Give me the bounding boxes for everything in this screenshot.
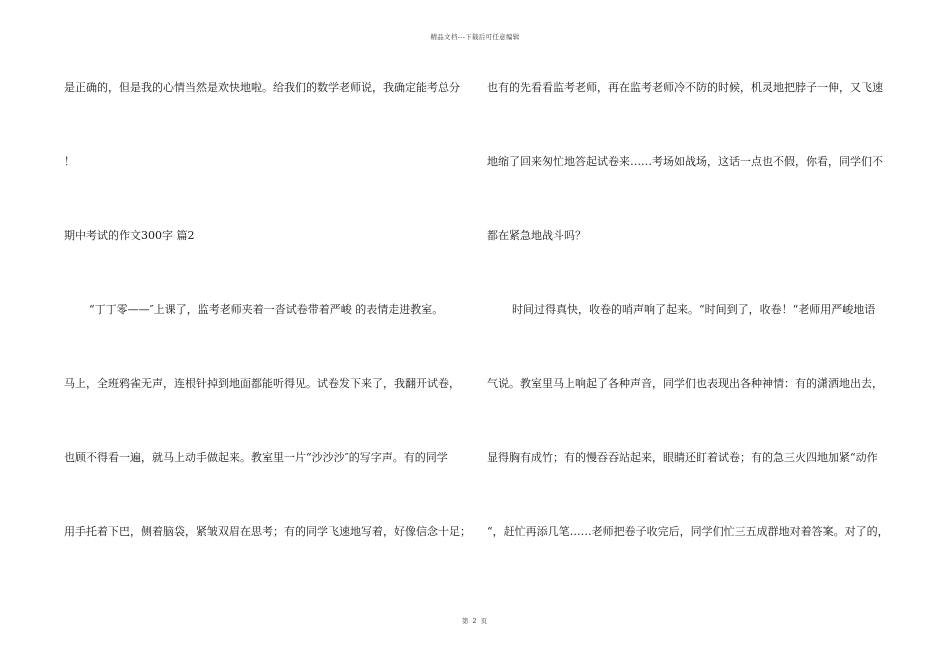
text-line: 也顾不得看一遍，就马上动手做起来。教室里一片“沙沙沙″的写字声。有的同学 xyxy=(64,451,448,464)
text-line: ！ xyxy=(64,155,75,168)
text-line: 时间过得真快，收卷的哨声响了起来。“时间到了，收卷！“老师用严峻地语 xyxy=(512,303,876,316)
text-line: “丁丁零——″上课了，监考老师夹着一沓试卷带着严峻 的表情走进教室。 xyxy=(89,303,444,316)
text-line: 用手托着下巴，侧着脑袋，紧皱双眉在思考；有的同学飞速地写着，好像信念十足； xyxy=(64,525,471,538)
text-line: 是正确的，但是我的心情当然是欢快地啦。给我们的数学老师说，我确定能考总分 xyxy=(64,81,460,94)
text-line: 都在紧急地战斗吗？ xyxy=(487,229,586,242)
page-header: 精品文档---下载后可任意编辑 xyxy=(430,33,520,41)
text-line: 地缩了回来匆忙地答起试卷来……考场如战场，这话一点也不假，你看，同学们不 xyxy=(487,155,883,168)
text-line: “，赶忙再添几笔……老师把卷子收完后，同学们忙三五成群地对着答案。对了的， xyxy=(487,525,889,538)
page-number: 第 2 页 xyxy=(461,617,489,625)
text-line: 马上，全班鸦雀无声，连根针掉到地面都能听得见。试卷发下来了，我翻开试卷， xyxy=(64,377,460,390)
section-heading: 期中考试的作文300字 篇2 xyxy=(64,229,195,242)
text-line: 也有的先看看监考老师，再在监考老师冷不防的时候，机灵地把脖子一伸，又飞速 xyxy=(487,81,883,94)
text-line: 气说。教室里马上响起了各种声音，同学们也表现出各种神情：有的潇洒地出去， xyxy=(487,377,883,390)
text-line: 显得胸有成竹；有的慢吞吞站起来，眼睛还盯着试卷；有的急三火四地加紧“动作 xyxy=(487,451,878,464)
